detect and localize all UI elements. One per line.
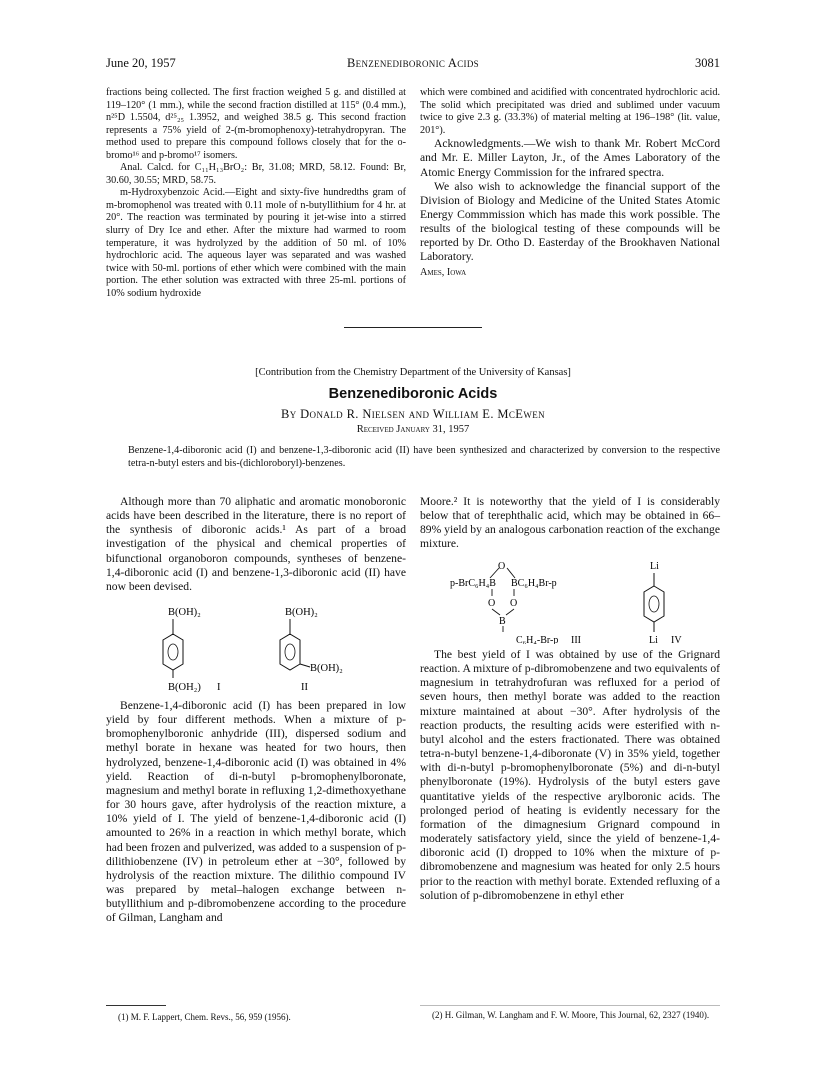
bond xyxy=(506,609,514,615)
acknowledgments: Acknowledgments.—We wish to thank Mr. Robert McCord and Mr. E. Miller Layton, Jr., of the Ames Laboratory of the Atomic Energy Commission for the infrared spectra. xyxy=(420,137,720,179)
structure-I-number: I xyxy=(217,682,221,693)
paragraph: We also wish to acknowledge the financial support of the Division of Biology and Medicine of the United States Atomic Energy Commmission which has made this work possible. The results of the biological testing of these compounds will be reported by Dr. Otho D. Easterday of the Brookhaven National Laboratory. xyxy=(420,179,720,264)
received-date: Received January 31, 1957 xyxy=(356,424,470,435)
structure-III-right-label: BC₆H₄Br-p xyxy=(511,578,557,589)
benzene-ring xyxy=(280,634,300,670)
body-right-intro xyxy=(420,495,720,552)
paragraph: The best yield of I was obtained by use of the Grignard reaction. A mixture of p-dibromobenzene and two equivalents of magnesium in tetrahydrofuran was refluxed for a period of seven hours, then methyl borate was added to the reaction mixture maintained at about −30°. After hydrolysis of the reaction products, the resulting acids were esterified with n-butyl alcohol and the esters fractionated. There was obtained tetra-n-butyl benzene-1,4-diboronate (V) in 35% yield, together with di-n-butyl p-bromophenylboronate (5%) and di-n-butyl phenylboronate (19%). Hydrolysis of the butyl esters gave quantitative yields of the respective arylboronic acids. The prolonged period of heating is evidently necessary for the formation of the dimagnesium Grignard compound in moderately satisfactory yield, since the yield of benzene-1,4-diboronic acid (I) dropped to 10% when the mixture of p-dibromobenzene and magnesium was heated for only 2.5 hours prior to the reaction with methyl borate. Extended refluxing of a solution of p-dibromobenzene in ethyl ether xyxy=(420,648,720,902)
aromatic-circle xyxy=(285,644,295,660)
structure-I-top-label: B(OH)₂ xyxy=(168,607,201,618)
structure-II-side-label: B(OH)₂ xyxy=(310,663,343,674)
paragraph: Moore.² It is noteworthy that the yield of I is considerably below that of terephthalic acid, which may be obtained in 66–89% yield by an analogous carbonation reaction of the exchange mixture. xyxy=(420,495,720,551)
structure-III-boron: B xyxy=(499,616,506,627)
structures-I-II xyxy=(140,604,380,696)
benzene-ring xyxy=(163,634,183,670)
structure-IV-bottom-label: Li xyxy=(649,635,658,644)
footnote-rule xyxy=(420,1005,720,1006)
abstract: Benzene-1,4-diboronic acid (I) and benzene-1,3-diboronic acid (II) have been synthesized and characterized by conversion to the respective tetra-n-butyl esters and bis-(dichloroboryl)-benzenes. xyxy=(128,445,720,469)
structure-II-top-label: B(OH)₂ xyxy=(285,607,318,618)
bond xyxy=(490,568,499,578)
byline: By Donald R. Nielsen and William E. McEwen xyxy=(280,407,546,421)
aromatic-circle xyxy=(168,644,178,660)
structure-II-number: II xyxy=(301,682,308,693)
footnote-1: (1) M. F. Lappert, Chem. Revs., 56, 959 (1956). xyxy=(118,1012,291,1022)
benzene-ring xyxy=(644,586,664,622)
signature-location: Ames, Iowa xyxy=(420,266,467,278)
structures-III-IV xyxy=(450,552,710,644)
paragraph: Benzene-1,4-diboronic acid (I) has been prepared in low yield by four different methods. When a mixture of p-bromophenylboronic anhydride (III), dispersed sodium and methyl borate in hexane was heated for two hours, then hydrolyzed, benzene-1,4-diboronic acid (I) was obtained in 4% yield. Reaction of di-n-butyl p-bromophenylboronate, magnesium and methyl borate in refluxing 1,2-dimethoxyethane for 30 hours gave, after hydrolysis of the reaction mixture, a 10% yield of I. The yield of benzene-1,4-diboronic acid (I) amounted to 26% in a reaction in which methyl borate, which had been frozen and pulverized, was added to a suspension of p-dilithiobenzene (IV) in petroleum ether at −30°, followed by hydrolysis of the reaction mixture. The dilithio compound IV was prepared by metal–halogen exchange between n-butyllithium and p-dibromobenzene according to the procedure of Gilman, Langham and xyxy=(106,699,406,925)
aromatic-circle xyxy=(649,596,659,612)
structure-III-oxygen: O xyxy=(488,598,496,609)
bond xyxy=(507,568,515,578)
header-page-number: 3081 xyxy=(695,56,720,70)
footnote-2: (2) H. Gilman, W. Langham and F. W. Moore, This Journal, 62, 2327 (1940). xyxy=(432,1010,710,1020)
bond xyxy=(300,664,310,667)
paragraph: Anal. Calcd. for C₁₁H₁₃BrO₂: Br, 31.08; MRD, 58.12. Found: Br, 30.60, 30.55; MRD, 58.75. xyxy=(106,162,406,186)
structure-I-bottom-label: B(OH₂) xyxy=(168,682,201,693)
body-right-main xyxy=(420,648,720,903)
structure-IV-number: IV xyxy=(671,635,682,644)
structure-III-oxygen: O xyxy=(510,598,518,609)
running-header xyxy=(106,56,720,72)
article-title: Benzenediboronic Acids xyxy=(328,386,498,402)
header-date: June 20, 1957 xyxy=(106,56,176,70)
paragraph: Although more than 70 aliphatic and aromatic monoboronic acids have been described in the literature, there is no report of the synthesis of diboronic acids.¹ As part of a broad investigation of the physical and chemical properties of bifunctional organoboron compounds, syntheses of benzene-1,4-diboronic acid (I) and benzene-1,3-diboronic acid (II) have now been devised. xyxy=(106,495,406,593)
paragraph: fractions being collected. The first fraction weighed 5 g. and distilled at 119–120° (1 mm.), while the second fraction distilled at 115° (0.4 mm.), n²⁵D 1.5504, d²⁵₂₅ 1.3952, and weighed 38.5 g. This second fraction represents a 75% yield of 2-(m-bromophenoxy)-tetrahydropyran. The method used to prepare this compound follows closely that for the o-bromo¹⁶ and p-bromo¹⁷ isomers. xyxy=(106,87,406,161)
structure-III-bottom-label: C₆H₄-Br-p xyxy=(516,635,559,644)
footnote-rule xyxy=(106,1005,166,1006)
bond xyxy=(492,609,500,615)
structure-III-oxygen: O xyxy=(498,561,506,572)
top-right-column xyxy=(420,87,720,279)
structure-IV-top-label: Li xyxy=(650,561,659,572)
body-left-main xyxy=(106,699,406,926)
structure-III-left-label: p-BrC₆H₄B xyxy=(450,578,496,589)
top-left-column xyxy=(106,87,406,300)
paragraph: which were combined and acidified with concentrated hydrochloric acid. The solid which precipitated was dried and sublimed under vacuum twice to give 2.3 g. (33.3%) of material melting at 196–198° (lit. value, 201°). xyxy=(420,87,720,136)
paragraph: m-Hydroxybenzoic Acid.—Eight and sixty-five hundredths gram of m-bromophenol was treated with 0.11 mole of n-butyllithium for 4 hr. at 20°. The reaction was terminated by pouring it jet-wise into a stirred slurry of Dry Ice and ether. After the mixture had warmed to room temperature, it was hydrolyzed by the addition of 50 ml. of 10% hydrochloric acid. The aqueous layer was separated and was washed twice with 50-ml. portions of ether which were combined with the main portion. The ether solution was extracted with three 25-ml. portions of 10% sodium hydroxide xyxy=(106,187,406,299)
section-divider xyxy=(344,327,482,328)
structure-III-number: III xyxy=(571,635,581,644)
body-left-intro xyxy=(106,495,406,594)
contribution-line: [Contribution from the Chemistry Department of the University of Kansas] xyxy=(255,367,571,378)
header-title: Benzenediboronic Acids xyxy=(347,56,479,70)
